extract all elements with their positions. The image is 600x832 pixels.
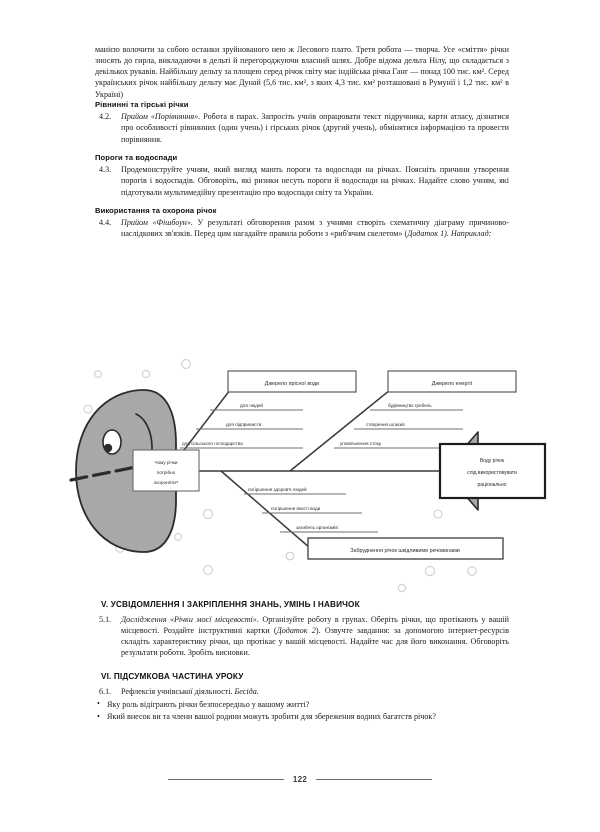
subheading-plain-mountain-rivers: Рівнинні та гірські річки bbox=[95, 99, 189, 109]
numbered-item-4-3 bbox=[95, 164, 509, 197]
item-lead-italic: Прийом «Порівняння». bbox=[121, 112, 201, 122]
subheading-use-protection-rivers: Використання та охорона річок bbox=[95, 205, 217, 215]
footer-rule-right bbox=[316, 779, 432, 780]
fish-pupil bbox=[104, 444, 112, 452]
bone-label-po-1: погіршення здоров'я людей bbox=[248, 487, 307, 492]
branch-title-fresh-water: Джерело прісної води bbox=[264, 381, 320, 387]
item-text bbox=[121, 111, 509, 144]
section-five-block bbox=[95, 600, 509, 724]
head-question-line-2: потрібно bbox=[156, 470, 176, 475]
fishbone-svg bbox=[58, 352, 548, 597]
numbered-item-5-1 bbox=[95, 614, 509, 659]
tail-label-line-1: Воду річок bbox=[479, 458, 505, 464]
item-lead-italic: Прийом «Фішбоун». bbox=[121, 218, 193, 228]
bone-label-en-2: створення шлюзів bbox=[366, 422, 405, 427]
numbered-item-4-2 bbox=[95, 111, 509, 144]
bone-label-fw-1: для людей bbox=[240, 403, 263, 408]
bone-label-fw-2: для підприємств bbox=[226, 422, 262, 427]
item-text: Продемонструйте учням, який вигляд мають пороги та водоспади на річках. Поясніть причини утворення порогів і водоспадів. Обговоріть, які ризики несуть пороги й водоспади на річках. Надайте слово учням, які підготували мультимедійну презентацію про водоспади світу та України. bbox=[121, 165, 509, 197]
bone-label-po-3: загибель організмів bbox=[296, 525, 338, 530]
page-number: 122 bbox=[292, 775, 308, 784]
item-body-text-1: Організуйте роботу в групах. Оберіть річки, що протікають у вашій місцевості. Роздайте інструктивні картки ( bbox=[121, 615, 509, 636]
item-text bbox=[121, 686, 509, 697]
item-number: 4.2. bbox=[99, 112, 112, 122]
list-item: • Яку роль відіграють річки безпосередньо у вашому житті? bbox=[95, 699, 509, 711]
item-body-text: У результаті обговорення разом з учнями створіть схематичну діаграму причиново-наслідкових зв'язків. Перед цим нагадайте правила роботи з «риб'ячим скелетом» ( bbox=[121, 218, 510, 239]
page-footer bbox=[0, 775, 600, 784]
item-trailing-italic: Бесіда. bbox=[234, 686, 259, 696]
item-inline-italic: Додаток 2 bbox=[276, 626, 316, 636]
item-text bbox=[121, 614, 509, 659]
intro-paragraph: манією волочити за собою останки зруйнованого нею ж Лесового плато. Третя робота — творча. Усе «сміття» річки зносять до гирла, викладаючи в дельті й перегороджуючи власний шлях. Добре відома дельта Нілу, що складається з декількох рукавів. Найбільшу дельту за площею серед річок світу має індійська річка Ганг — понад 100 тис. км². Серед українських річок найбільшу дельту має Дунай (5,6 тис. км², з яких 4,3 тис. км² розташовані в Румунії і 1,2 тис. км² в Україні) bbox=[95, 45, 509, 99]
item-number: 5.1. bbox=[99, 615, 112, 624]
item-trailing-italic: Додаток 1). Наприклад: bbox=[407, 229, 492, 239]
bone-label-en-1: будівництво гребель bbox=[388, 403, 432, 408]
item-number: 4.3. bbox=[99, 165, 112, 175]
item-body-text: Робота в парах. Запросіть учнів опрацювати текст підручника, карти атласу, дізнатися про особливості рівнинних (один учень) і гірських річок (другий учень), обмінятися інформацією та провести порівняння. bbox=[121, 112, 509, 144]
numbered-item-6-1 bbox=[95, 686, 509, 697]
item-body-roman: Рефлексія учнівської діяльності. bbox=[121, 686, 235, 696]
fishbone-diagram bbox=[58, 352, 548, 597]
numbered-item-4-4 bbox=[95, 217, 509, 239]
section-heading-vi: VI. ПІДСУМКОВА ЧАСТИНА УРОКУ bbox=[101, 671, 244, 681]
subheading-rapids-waterfalls: Пороги та водоспади bbox=[95, 152, 178, 162]
branch-line-energy bbox=[290, 390, 390, 471]
page-content bbox=[95, 44, 509, 248]
branch-title-pollution: Забруднення річок шкідливими речовинами bbox=[350, 548, 460, 554]
item-text bbox=[121, 217, 509, 239]
reflection-question-list bbox=[95, 699, 509, 723]
item-lead-italic: Дослідження «Річки моєї місцевості». bbox=[121, 615, 259, 624]
head-question-line-1: Чому річки bbox=[154, 460, 178, 465]
bone-label-en-3: уповільнення стоку bbox=[340, 441, 382, 446]
list-item: • Який внесок ви та члени вашої родини можуть зробити для збереження водних багатств річок? bbox=[95, 711, 509, 723]
item-number: 6.1. bbox=[99, 686, 112, 696]
branch-title-energy: Джерело енергії bbox=[431, 381, 473, 387]
head-question-line-3: охороняти? bbox=[153, 480, 179, 485]
item-body-text-2: ). Озвучте завдання: за допомогою інтернет-ресурсів складіть характеристику річки, що протікає у вашій місцевості. Надайте час для його виконання. Обговоріть результати роботи. Зробіть висновки. bbox=[121, 626, 510, 658]
item-number: 4.4. bbox=[99, 218, 112, 228]
bone-label-fw-3: для сільського господарства bbox=[182, 441, 243, 446]
footer-rule-left bbox=[168, 779, 284, 780]
tail-label-line-3: раціонально bbox=[477, 482, 507, 488]
section-heading-v: V. УСВІДОМЛЕННЯ І ЗАКРІПЛЕННЯ ЗНАНЬ, УМІНЬ І НАВИЧОК bbox=[101, 600, 360, 609]
bone-label-po-2: погіршення якості води bbox=[271, 506, 321, 511]
tail-label-line-2: слід використовувати bbox=[467, 470, 517, 476]
